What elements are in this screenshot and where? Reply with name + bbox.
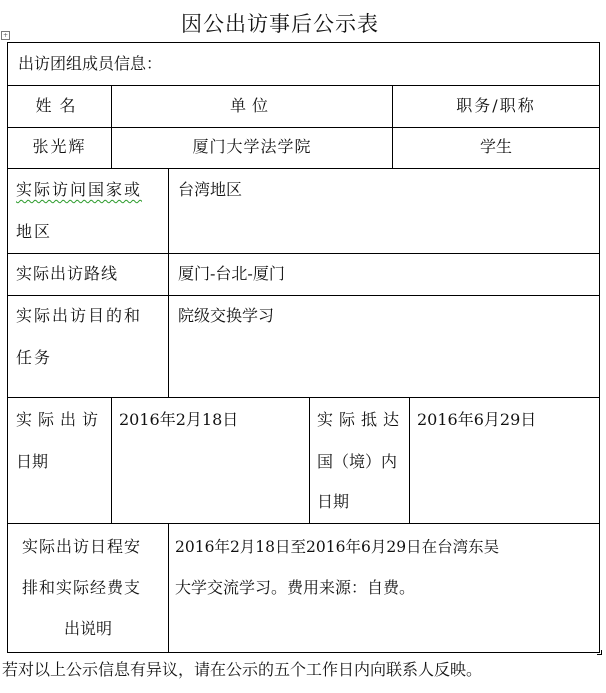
depart-label-line1: 实际出访	[16, 410, 105, 429]
col-divider	[168, 523, 169, 652]
arrive-label-line2: 国（境）内	[317, 452, 398, 471]
purpose-value: 院级交换学习	[178, 306, 275, 325]
schedule-label-line2: 排和实际经费支	[22, 578, 142, 597]
depart-label-line2: 日期	[16, 452, 49, 471]
country-label-line1	[16, 169, 142, 211]
table-anchor-icon[interactable]: +	[2, 32, 9, 39]
header-name: 姓名	[35, 96, 84, 115]
table-resize-handle[interactable]	[597, 650, 602, 655]
country-label-line2: 地区	[16, 222, 53, 241]
footer-note: 若对以上公示信息有异议，请在公示的五个工作日内向联系人反映。	[2, 660, 483, 679]
members-heading: 出访团组成员信息：	[18, 54, 163, 73]
country-label-text: 实际访问国家或	[16, 180, 143, 199]
schedule-value-line1: 2016年2月18日至2016年6月29日在台湾东吴	[175, 538, 500, 556]
member-unit: 厦门大学法学院	[192, 137, 312, 156]
purpose-label-line2: 任务	[16, 348, 53, 367]
header-unit: 单位	[229, 96, 274, 115]
page-title: 因公出访事后公示表	[181, 12, 379, 36]
schedule-value-line2: 大学交流学习。费用来源：自费。	[175, 578, 416, 597]
country-value: 台湾地区	[178, 180, 243, 199]
arrive-value: 2016年6月29日	[417, 410, 537, 429]
member-position: 学生	[479, 137, 512, 156]
header-position: 职务/职称	[456, 96, 536, 115]
member-name: 张光辉	[32, 137, 87, 156]
purpose-label-line1: 实际出访目的和	[16, 306, 143, 325]
arrive-label-line1: 实际抵达	[317, 410, 406, 429]
col-divider	[309, 397, 310, 523]
route-label: 实际出访路线	[16, 264, 119, 283]
disclosure-table	[7, 42, 600, 653]
col-divider	[168, 168, 169, 397]
schedule-label-line3: 出说明	[63, 619, 112, 638]
arrive-label-line3: 日期	[317, 492, 350, 511]
col-divider	[111, 397, 112, 523]
row-divider	[8, 397, 599, 398]
col-divider	[409, 397, 410, 523]
schedule-label-line1: 实际出访日程安	[22, 537, 142, 556]
route-value: 厦门-台北-厦门	[178, 264, 285, 283]
row-divider	[8, 523, 599, 524]
depart-value: 2016年2月18日	[119, 410, 239, 429]
